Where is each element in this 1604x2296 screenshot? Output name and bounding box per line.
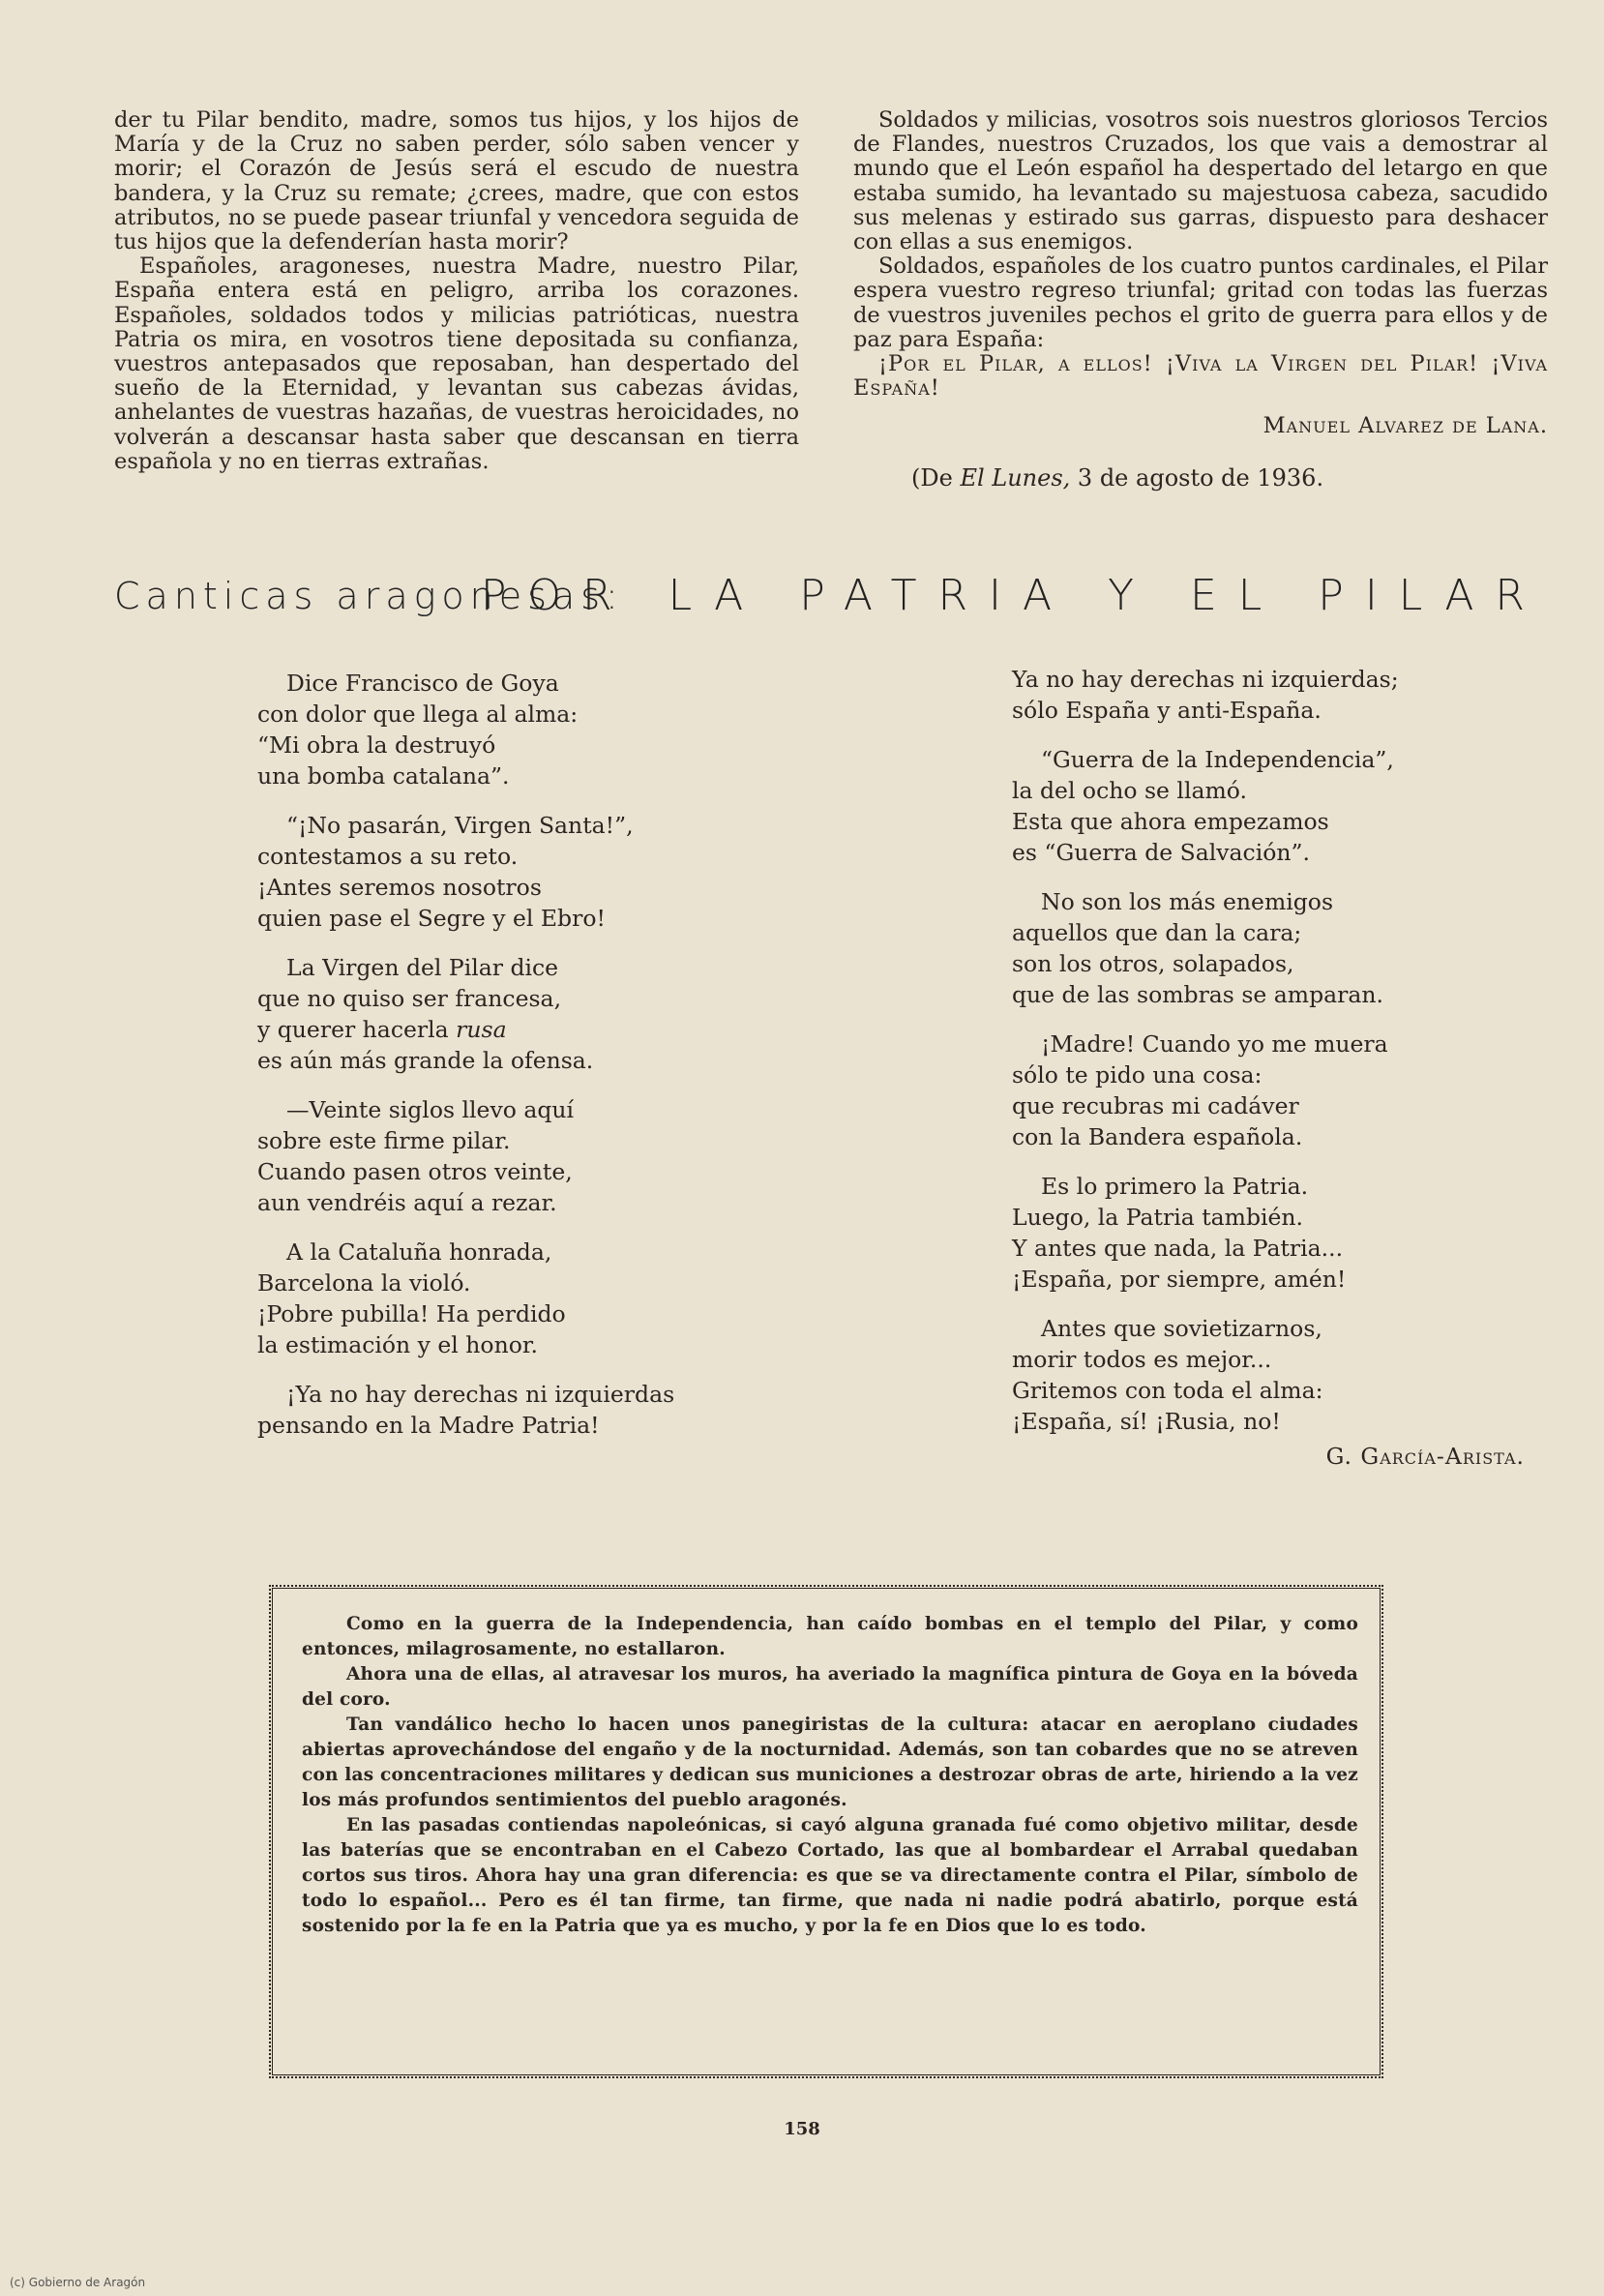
verse: ¡Antes seremos nosotros bbox=[257, 874, 542, 901]
stanza bbox=[257, 810, 712, 934]
verse: —Veinte siglos llevo aquí bbox=[286, 1096, 575, 1123]
stanza bbox=[1012, 1029, 1525, 1152]
verse: contestamos a su reto. bbox=[257, 843, 519, 870]
citation bbox=[853, 463, 1548, 492]
verse: Antes que sovietizarnos, bbox=[1041, 1315, 1322, 1342]
verse bbox=[257, 1014, 712, 1045]
page-number: 158 bbox=[784, 2119, 820, 2139]
notice-paragraph: En las pasadas contiendas napoleónicas, si cayó alguna granada fué como objetivo militar, desde las baterías que se encontraban en el Cabezo Cortado, las que al bombardear el Arrabal quedaban cortos sus tiros. Ahora hay una gran diferencia: es que se va directamente contra el Pilar, símbolo de todo lo español... Pero es él tan firme, tan firme, que nada ni nadie podrá abatirlo, porque está sostenido por la fe en la Patria que ya es mucho, y por la fe en Dios que lo es todo. bbox=[302, 1815, 1358, 1936]
verse: Dice Francisco de Goya bbox=[286, 670, 559, 697]
verse: que no quiso ser francesa, bbox=[257, 985, 562, 1012]
verse: No son los más enemigos bbox=[1041, 888, 1334, 915]
paragraph: Soldados, españoles de los cuatro puntos cardinales, el Pilar espera vuestro regreso triunfal; gritad con todas las fuerzas de vuestros juveniles pechos el grito de guerra para ellos y de paz para España: bbox=[853, 253, 1548, 352]
stanza bbox=[257, 952, 712, 1076]
heading-title: POR LA PATRIA Y EL PILAR bbox=[480, 571, 1546, 620]
verse-text: y querer hacerla bbox=[257, 1016, 449, 1043]
verse: Luego, la Patria también. bbox=[1012, 1204, 1304, 1231]
verse: quien pase el Segre y el Ebro! bbox=[257, 905, 606, 932]
verse: ¡España, sí! ¡Rusia, no! bbox=[1012, 1408, 1281, 1435]
verse: “¡No pasarán, Virgen Santa!”, bbox=[286, 812, 634, 839]
paragraph: Españoles, aragoneses, nuestra Madre, nuestro Pilar, España entera está en peligro, arriba los corazones. Españoles, soldados todos y milicias patrióticas, nuestra Patria os mira, en vosotros tiene depositada su confianza, vuestros antepasados que reposaban, han despertado del sueño de la Eternidad, y levantan sus cabezas ávidas, anhelantes de vuestras hazañas, de vuestras heroicidades, no volverán a descansar hasta saber que descansan en tierra española y no en tierras extrañas. bbox=[114, 253, 799, 474]
paragraph: Soldados y milicias, vosotros sois nuestros gloriosos Tercios de Flandes, nuestros Cruzados, los que vais a demostrar al mundo que el León español ha despertado del letargo en que estaba sumido, ha levantado su majestuosa cabeza, sacudido sus melenas y estirado sus garras, dispuesto para deshacer con ellas a sus enemigos. bbox=[853, 107, 1548, 255]
verse: Y antes que nada, la Patria... bbox=[1012, 1235, 1344, 1262]
verse: ¡Madre! Cuando yo me muera bbox=[1041, 1030, 1388, 1058]
verse: La Virgen del Pilar dice bbox=[286, 954, 559, 981]
verse: ¡Ya no hay derechas ni izquierdas bbox=[286, 1381, 675, 1408]
verse: “Guerra de la Independencia”, bbox=[1041, 746, 1394, 773]
verse: es aún más grande la ofensa. bbox=[257, 1047, 594, 1074]
verse: la estimación y el honor. bbox=[257, 1331, 538, 1358]
poem-heading bbox=[114, 571, 1546, 619]
stanza bbox=[1012, 886, 1525, 1010]
stanza bbox=[1012, 744, 1525, 868]
poem-column-right bbox=[1012, 664, 1525, 1472]
verse: que recubras mi cadáver bbox=[1012, 1092, 1299, 1119]
stanza bbox=[257, 1379, 712, 1441]
article-column-right bbox=[853, 108, 1548, 491]
notice-box bbox=[269, 1585, 1383, 2078]
verse: sólo España y anti-España. bbox=[1012, 697, 1322, 724]
verse: aquellos que dan la cara; bbox=[1012, 919, 1302, 946]
verse: Cuando pasen otros veinte, bbox=[257, 1158, 573, 1185]
citation-date: 3 de agosto de 1936. bbox=[1077, 463, 1324, 492]
stanza bbox=[1012, 1171, 1525, 1295]
verse: Ya no hay derechas ni izquierdas; bbox=[1012, 666, 1399, 693]
verse: morir todos es mejor... bbox=[1012, 1346, 1272, 1373]
acclaim: ¡Por el Pilar, a ellos! ¡Viva la Virgen del Pilar! ¡Viva España! bbox=[853, 351, 1548, 402]
heading-subtitle: Canticas aragonesas: bbox=[114, 575, 624, 617]
verse: con la Bandera española. bbox=[1012, 1123, 1303, 1150]
verse: son los otros, solapados, bbox=[1012, 950, 1294, 977]
verse: aun vendréis aquí a rezar. bbox=[257, 1189, 557, 1216]
verse: la del ocho se llamó. bbox=[1012, 777, 1247, 804]
copyright-credit: (c) Gobierno de Aragón bbox=[10, 2276, 146, 2289]
verse: Esta que ahora empezamos bbox=[1012, 808, 1329, 835]
article-signature: Manuel Alvarez de Lana. bbox=[1262, 413, 1548, 439]
verse: Es lo primero la Patria. bbox=[1041, 1173, 1309, 1200]
verse: es “Guerra de Salvación”. bbox=[1012, 839, 1310, 866]
verse-italic-word: rusa bbox=[456, 1016, 507, 1043]
poem-signature: G. García-Arista. bbox=[1325, 1443, 1525, 1470]
verse: Barcelona la violó. bbox=[257, 1269, 471, 1297]
notice-text bbox=[302, 1612, 1358, 1939]
verse: que de las sombras se amparan. bbox=[1012, 981, 1383, 1008]
verse: ¡España, por siempre, amén! bbox=[1012, 1266, 1347, 1293]
citation-prefix: (De bbox=[911, 463, 953, 492]
notice-paragraph: Tan vandálico hecho lo hacen unos panegiristas de la cultura: atacar en aeroplano ciudades abiertas aprovechándose del engaño y de la nocturnidad. Además, son tan cobardes que no se atreven con las concentraciones militares y dedican sus municiones a destrozar obras de arte, hiriendo a la vez los más profundos sentimientos del pueblo aragonés. bbox=[302, 1715, 1358, 1810]
verse: A la Cataluña honrada, bbox=[286, 1238, 552, 1266]
stanza bbox=[257, 1237, 712, 1360]
article-column-left bbox=[114, 108, 799, 474]
verse: Gritemos con toda el alma: bbox=[1012, 1377, 1323, 1404]
citation-source: El Lunes, bbox=[960, 463, 1071, 492]
verse: sobre este firme pilar. bbox=[257, 1127, 511, 1154]
verse: con dolor que llega al alma: bbox=[257, 701, 579, 728]
stanza bbox=[1012, 1313, 1525, 1437]
verse: pensando en la Madre Patria! bbox=[257, 1412, 600, 1439]
verse: “Mi obra la destruyó bbox=[257, 731, 496, 759]
verse: una bomba catalana”. bbox=[257, 762, 510, 790]
stanza bbox=[257, 668, 712, 791]
paragraph: der tu Pilar bendito, madre, somos tus hijos, y los hijos de María y de la Cruz no saben perder, sólo saben vencer y morir; el Corazón de Jesús será el escudo de nuestra bandera, y la Cruz su remate; ¿crees, madre, que con estos atributos, no se puede pasear triunfal y vencedora seguida de tus hijos que la defenderían hasta morir? bbox=[114, 107, 799, 255]
stanza bbox=[257, 1094, 712, 1218]
stanza bbox=[1012, 664, 1525, 726]
notice-paragraph: Ahora una de ellas, al atravesar los muros, ha averiado la magnífica pintura de Goya en la bóveda del coro. bbox=[302, 1664, 1358, 1710]
verse: sólo te pido una cosa: bbox=[1012, 1061, 1262, 1088]
poem-column-left bbox=[257, 668, 712, 1459]
notice-paragraph: Como en la guerra de la Independencia, han caído bombas en el templo del Pilar, y como entonces, milagrosamente, no estallaron. bbox=[302, 1614, 1358, 1659]
verse: ¡Pobre pubilla! Ha perdido bbox=[257, 1300, 566, 1327]
